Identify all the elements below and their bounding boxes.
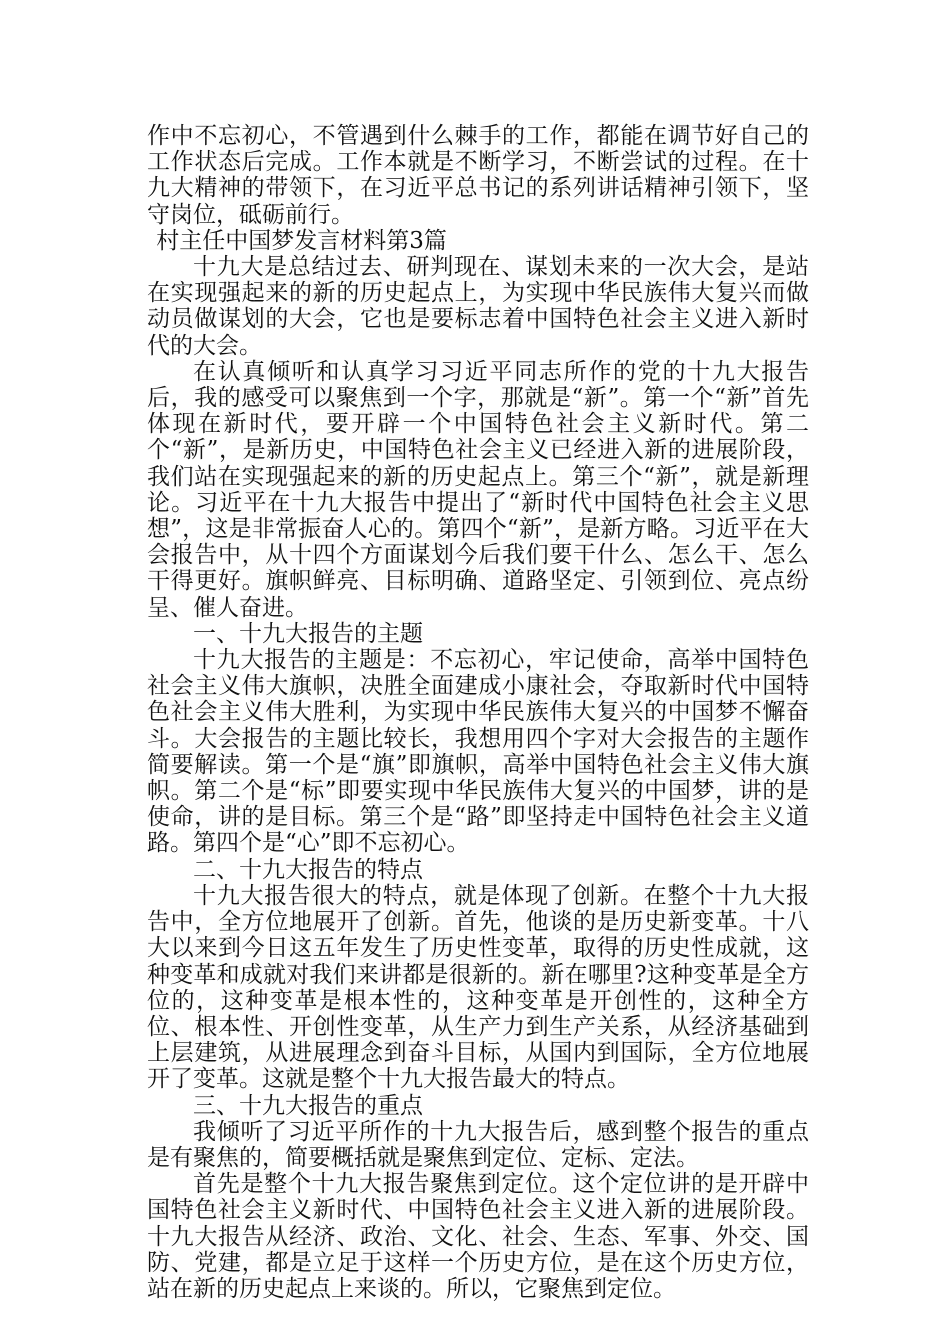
paragraph-intro: 十九大是总结过去、研判现在、谋划未来的一次大会，是站在实现强起来的新的历史起点上，为实现中华民族伟大复兴而做动员做谋划的大会，它也是要标志着中国特色社会主义进入新时代的大会。 <box>147 254 809 359</box>
document-page <box>147 123 809 1302</box>
paragraph-new: 在认真倾听和认真学习习近平同志所作的党的十九大报告后，我的感受可以聚焦到一个字，那就是“新”。第一个“新”首先体现在新时代，要开辟一个中国特色社会主义新时代。第二个“新”，是新历史，中国特色社会主义已经进入新的进展阶段，我们站在实现强起来的新的历史起点上。第三个“新”，就是新理论。习近平在十九大报告中提出了“新时代中国特色社会主义思想”，这是非常振奋人心的。第四个“新”，是新方略。习近平在大会报告中，从十四个方面谋划今后我们要干什么、怎么干、怎么干得更好。旗帜鲜亮、目标明确、道路坚定、引领到位、亮点纷呈、催人奋进。 <box>147 358 809 621</box>
section-title: 村主任中国梦发言材料第3篇 <box>156 227 447 254</box>
paragraph-features: 十九大报告很大的特点，就是体现了创新。在整个十九大报告中，全方位地展开了创新。首先，他谈的是历史新变革。十八大以来到今日这五年发生了历史性变革，取得的历史性成就，这种变革和成就对我们来讲都是很新的。新在哪里?这种变革是全方位的，这种变革是根本性的，这种变革是开创性的，这种全方位、根本性、开创性变革，从生产力到生产关系，从经济基础到上层建筑，从进展理念到奋斗目标，从国内到国际，全方位地展开了变革。这就是整个十九大报告最大的特点。 <box>147 882 809 1093</box>
heading-theme: 一、十九大报告的主题 <box>193 620 423 647</box>
heading-focus: 三、十九大报告的重点 <box>193 1092 423 1119</box>
paragraph-theme: 十九大报告的主题是：不忘初心，牢记使命，高举中国特色社会主义伟大旗帜，决胜全面建成小康社会，夺取新时代中国特色社会主义伟大胜利，为实现中华民族伟大复兴的中国梦不懈奋斗。大会报告的主题比较长，我想用四个字对大会报告的主题作简要解读。第一个是“旗”即旗帜，高举中国特色社会主义伟大旗帜。第二个是“标”即要实现中华民族伟大复兴的中国梦，讲的是使命，讲的是目标。第三个是“路”即坚持走中国特色社会主义道路。第四个是“心”即不忘初心。 <box>147 647 809 857</box>
heading-features: 二、十九大报告的特点 <box>193 856 423 883</box>
paragraph-continuation: 作中不忘初心，不管遇到什么棘手的工作，都能在调节好自己的工作状态后完成。工作本就是不断学习，不断尝试的过程。在十九大精神的带领下，在习近平总书记的系列讲话精神引领下，坚守岗位，砥砺前行。 <box>147 123 809 228</box>
paragraph-focus: 我倾听了习近平所作的十九大报告后，感到整个报告的重点是有聚焦的，简要概括就是聚焦到定位、定标、定法。 <box>147 1118 809 1171</box>
paragraph-positioning: 首先是整个十九大报告聚焦到定位。这个定位讲的是开辟中国特色社会主义新时代、中国特色社会主义进入新的进展阶段。十九大报告从经济、政治、文化、社会、生态、军事、外交、国防、党建，都是立足于这样一个历史方位，是在这个历史方位，站在新的历史起点上来谈的。所以，它聚焦到定位。 <box>147 1171 809 1302</box>
